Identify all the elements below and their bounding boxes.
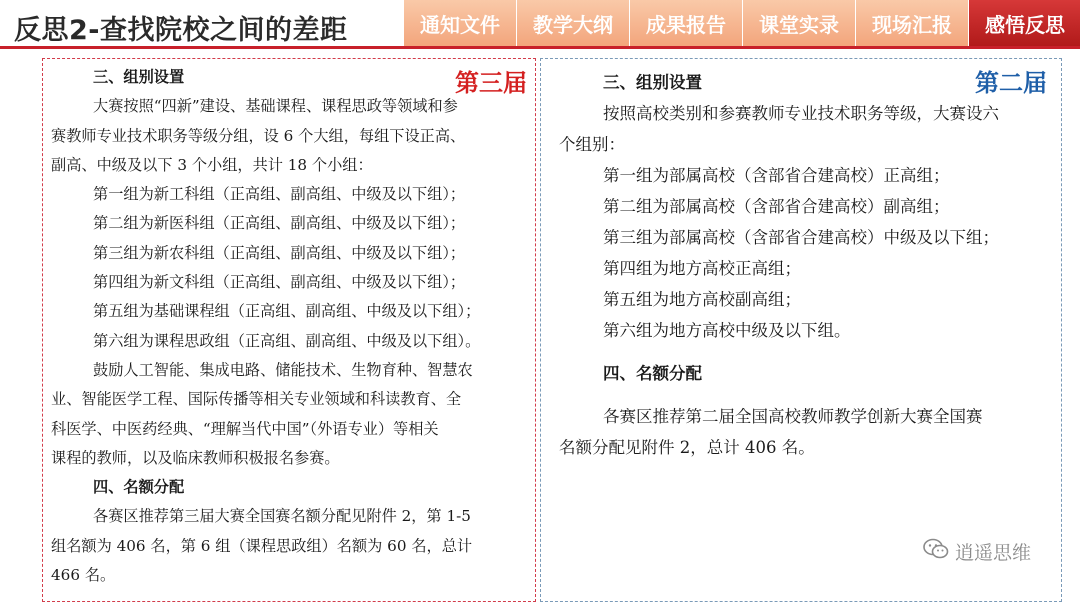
third-edition-label: 第三届 (455, 69, 527, 97)
third-edition-document (51, 63, 480, 590)
doc-line: 科医学、中医药经典、“理解当代中国”（外语专业）等相关 (51, 419, 439, 438)
doc-line: 第五组为地方高校副高组； (603, 290, 801, 309)
doc-line: 第三组为部属高校（含部省合建高校）中级及以下组； (603, 228, 999, 247)
doc-line: 第一组为部属高校（含部省合建高校）正高组； (603, 166, 950, 185)
tab-reflection[interactable]: 感悟反思 (969, 0, 1080, 46)
section-heading-groups: 三、组别设置 (603, 73, 702, 92)
section-heading-groups: 三、组别设置 (93, 68, 185, 86)
doc-line: 鼓励人工智能、集成电路、储能技术、生物育种、智慧农 (93, 360, 473, 379)
header-divider (0, 46, 1080, 49)
doc-line: 第二组为新医科组（正高组、副高组、中级及以下组）； (93, 214, 466, 233)
doc-line: 466 名。 (51, 566, 116, 585)
doc-line: 个组别： (559, 135, 625, 154)
watermark (923, 538, 1031, 565)
watermark-text: 逍遥思维 (954, 542, 1031, 564)
doc-line: 名额分配见附件 2，总计 406 名。 (559, 438, 815, 457)
section-heading-quota: 四、名额分配 (93, 478, 185, 497)
doc-line: 大赛按照“四新”建设、基础课程、课程思政等领域和参 (93, 97, 458, 116)
tab-results-report[interactable]: 成果报告 (630, 0, 742, 46)
doc-line: 第二组为部属高校（含部省合建高校）副高组； (603, 197, 950, 216)
doc-line: 第六组为课程思政组（正高组、副高组、中级及以下组）。 (93, 331, 481, 350)
tab-notice-docs[interactable]: 通知文件 (404, 0, 516, 46)
second-edition-document (559, 67, 999, 463)
doc-line: 组名额为 406 名，第 6 组（课程思政组）名额为 60 名，总计 (51, 536, 473, 555)
second-edition-panel (540, 58, 1062, 602)
tab-onsite-report[interactable]: 现场汇报 (856, 0, 968, 46)
second-edition-label: 第二届 (975, 69, 1047, 97)
third-edition-panel (42, 58, 536, 602)
wechat-icon (923, 538, 949, 565)
doc-line: 按照高校类别和参赛教师专业技术职务等级，大赛设六 (603, 104, 999, 123)
doc-line: 第四组为新文科组（正高组、副高组、中级及以下组）； (93, 273, 466, 292)
doc-line: 各赛区推荐第二届全国高校教师教学创新大赛全国赛 (603, 407, 983, 426)
doc-line: 第四组为地方高校正高组； (603, 259, 801, 278)
doc-line: 第一组为新工科组（正高组、副高组、中级及以下组）； (93, 185, 466, 204)
doc-line: 课程的教师，以及临床教师积极报名参赛。 (51, 448, 340, 467)
doc-line: 赛教师专业技术职务等级分组，设 6 个大组，每组下设正高、 (51, 126, 466, 145)
doc-line: 业、智能医学工程、国际传播等相关专业领域和科读教育、全 (51, 390, 462, 409)
section-heading-quota: 四、名额分配 (603, 364, 702, 383)
doc-line: 第五组为基础课程组（正高组、副高组、中级及以下组）； (93, 302, 481, 321)
tab-syllabus[interactable]: 教学大纲 (517, 0, 629, 46)
tab-class-recording[interactable]: 课堂实录 (743, 0, 855, 46)
doc-line: 各赛区推荐第三届大赛全国赛名额分配见附件 2，第 1-5 (93, 507, 471, 526)
doc-line: 第三组为新农科组（正高组、副高组、中级及以下组）； (93, 243, 466, 262)
doc-line: 副高、中级及以下 3 个小组，共计 18 个小组： (51, 155, 373, 174)
page-title: 反思2-查找院校之间的差距 (14, 15, 348, 46)
doc-line: 第六组为地方高校中级及以下组。 (603, 321, 851, 340)
